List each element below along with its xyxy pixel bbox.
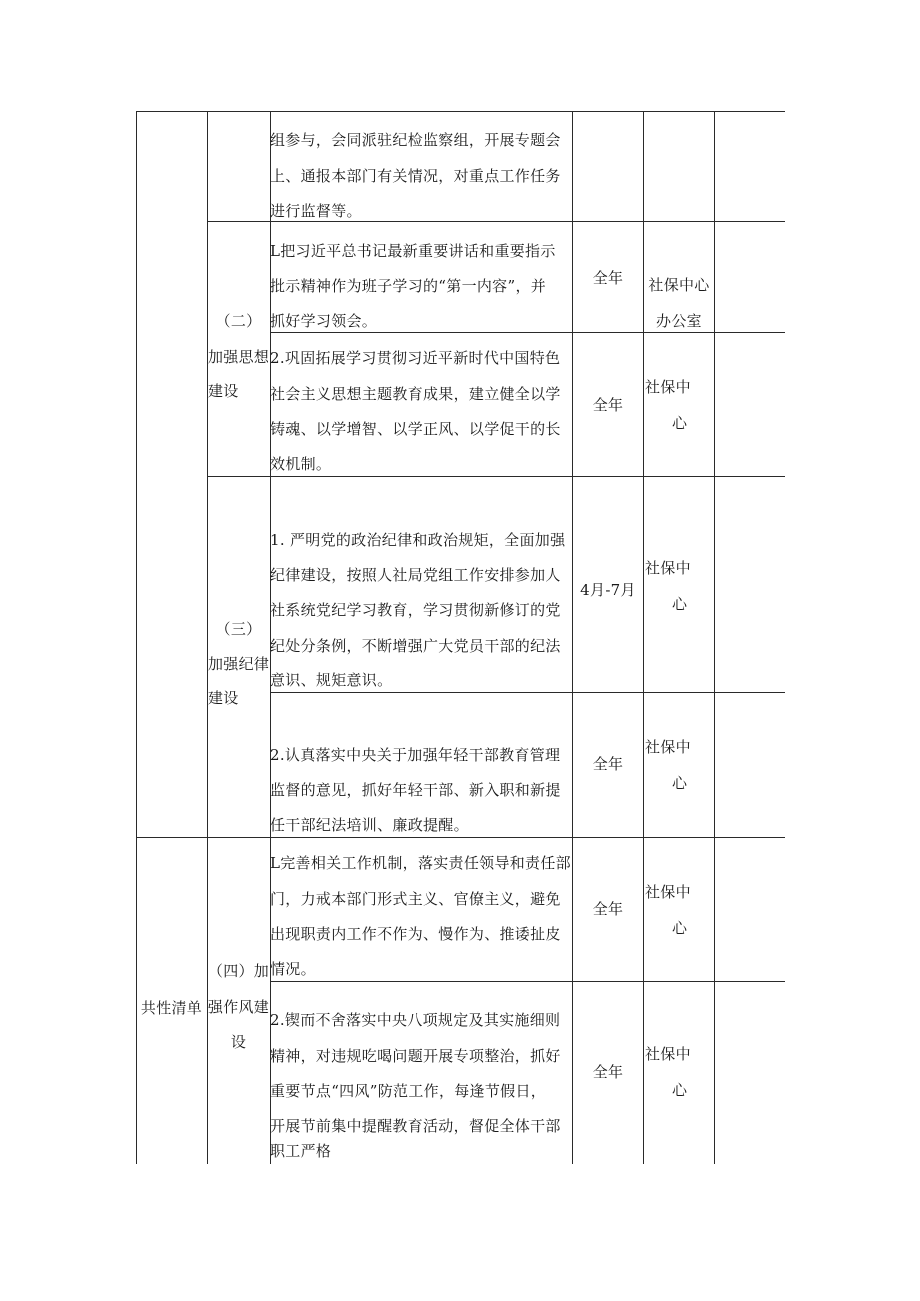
task-content-line: 批示精神作为班子学习的“第一内容”，并 [270, 277, 547, 295]
task-content-line: 纪处分条例，不断增强广大党员干部的纪法 [270, 637, 561, 655]
task-content-line: 职工严格 [270, 1142, 332, 1160]
task-content-line: 2.巩固拓展学习贯彻习近平新时代中国特色 [270, 349, 561, 367]
task-content-line: 意识、规矩意识。 [270, 671, 393, 689]
category-line: 设 [230, 1033, 247, 1051]
category-line: 强作风建 [207, 998, 270, 1016]
category-line: （二） [215, 312, 262, 330]
category-line: （三） [215, 620, 262, 638]
task-content-line: 2.锲而不舍落实中央八项规定及其实施细则 [270, 1011, 561, 1029]
task-content-line: 情况。 [270, 960, 316, 978]
category-line: （四）加 [207, 962, 270, 980]
task-content-line: 出现职责内工作不作为、慢作为、推诿扯皮 [270, 925, 561, 943]
task-content-line: 纪律建设，按照人社局党组工作安排参加人 [270, 566, 561, 584]
task-content-line: 铸魂、以学增智、以学正风、以学促干的长 [270, 420, 561, 438]
task-content-line: L完善相关工作机制，落实责任领导和责任部 [270, 854, 571, 872]
task-content-line: 监督的意见，抓好年轻干部、新入职和新提 [270, 781, 561, 799]
task-content-line: 进行监督等。 [270, 202, 362, 220]
time-cell: 全年 [592, 1063, 624, 1081]
col-divider [714, 111, 715, 1164]
task-content-line: 任干部纪法培训、廉政提醒。 [270, 816, 469, 834]
time-cell: 全年 [592, 900, 624, 918]
unit-cell-line: 社保中 [645, 738, 691, 756]
unit-cell-line: 办公室 [656, 312, 702, 330]
task-content-line: 上、通报本部门有关情况，对重点工作任务 [270, 167, 561, 185]
unit-cell-line: 社保中心 [648, 276, 710, 294]
col-divider [643, 111, 644, 1164]
time-cell: 4月-7月 [580, 581, 636, 599]
unit-cell-line: 心 [672, 414, 688, 432]
task-content-line: 效机制。 [270, 455, 332, 473]
table-border-top [136, 111, 785, 112]
time-cell: 全年 [592, 269, 624, 287]
task-content-line: 2.认真落实中央关于加强年轻干部教育管理 [270, 746, 561, 764]
task-content-line: 精神，对违规吃喝问题开展专项整治，抓好 [270, 1047, 561, 1065]
section-label: 共性清单 [140, 999, 203, 1017]
unit-cell-line: 社保中 [645, 378, 691, 396]
unit-cell-line: 心 [672, 1081, 688, 1099]
task-content-line: 社会主义思想主题教育成果，建立健全以学 [270, 385, 561, 403]
unit-cell-line: 心 [672, 774, 688, 792]
unit-cell-line: 心 [672, 595, 688, 613]
category-line: 加强纪律 [208, 655, 270, 673]
task-content-line: 组参与，会同派驻纪检监察组，开展专题会 [270, 131, 561, 149]
unit-cell-line: 社保中 [645, 559, 691, 577]
task-content-line: 门，力戒本部门形式主义、官僚主义，避免 [270, 890, 561, 908]
task-content-line: 开展节前集中提醒教育活动，督促全体干部 [270, 1117, 561, 1135]
task-content-line: 1. 严明党的政治纪律和政治规矩，全面加强 [270, 531, 566, 549]
unit-cell-line: 社保中 [645, 1045, 691, 1063]
time-cell: 全年 [592, 755, 624, 773]
category-line: 建设 [208, 689, 239, 707]
unit-cell-line: 社保中 [645, 883, 691, 901]
task-content-line: 抓好学习领会。 [270, 312, 378, 330]
category-line: 加强思想 [208, 348, 270, 366]
task-content-line: L把习近平总书记最新重要讲话和重要指示 [270, 242, 556, 260]
category-line: 建设 [208, 382, 239, 400]
time-cell: 全年 [592, 396, 624, 414]
task-content-line: 重要节点“四风”防范工作，每逢节假日， [270, 1082, 547, 1100]
unit-cell-line: 心 [672, 919, 688, 937]
task-content-line: 社系统党纪学习教育，学习贯彻新修订的党 [270, 601, 561, 619]
